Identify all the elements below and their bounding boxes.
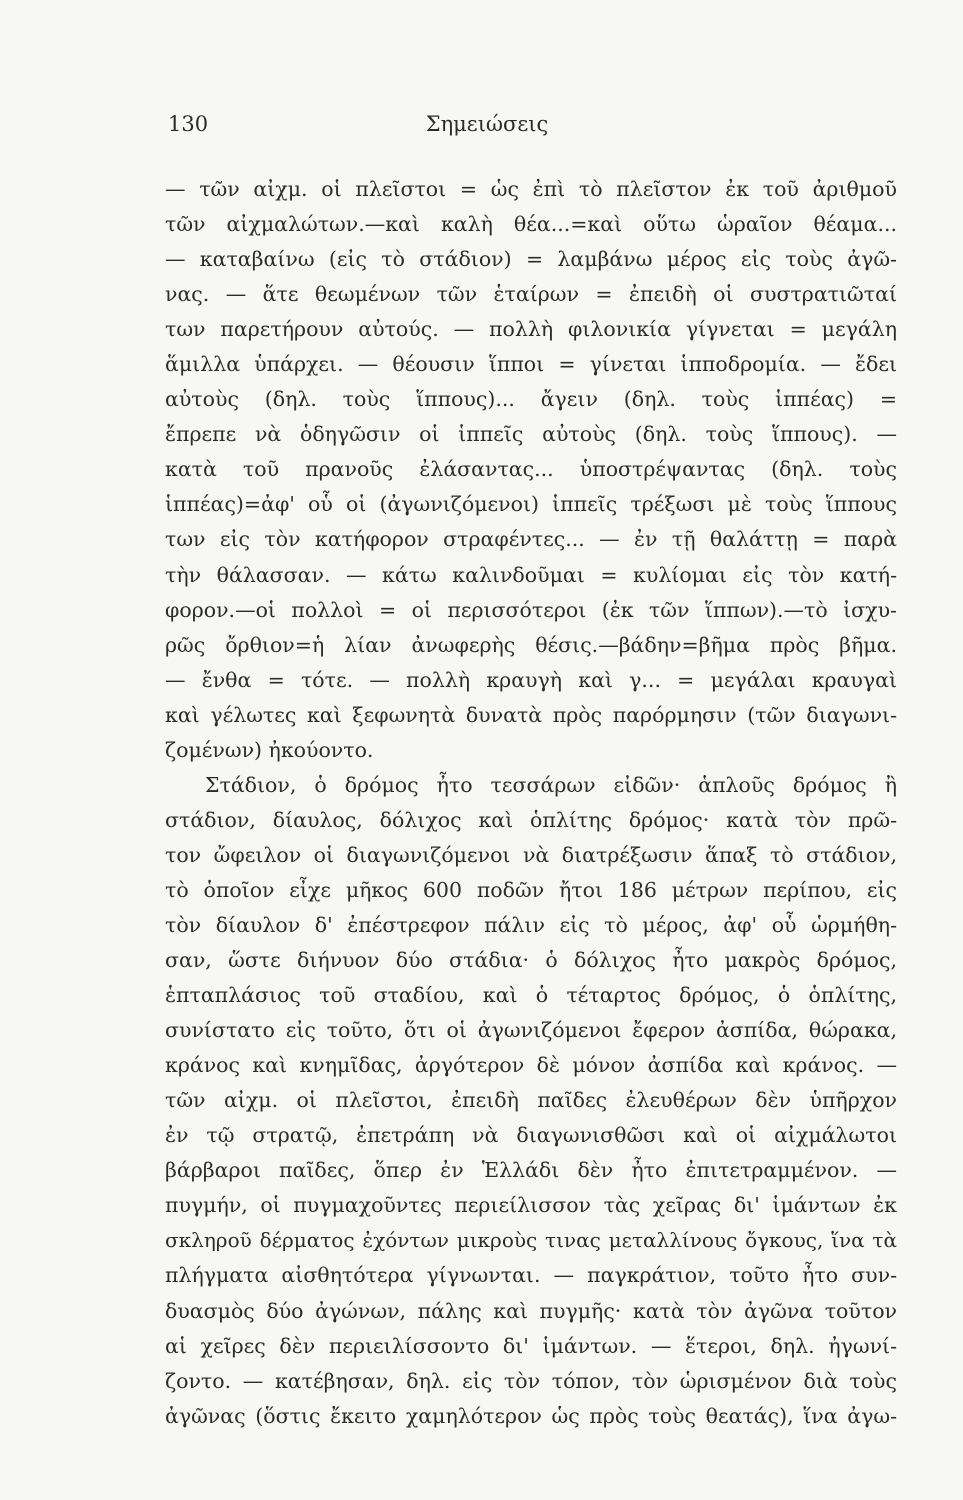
text-line: νας. — ἅτε θεωμένων τῶν ἑταίρων = ἐπειδὴ οἱ συστρατιῶταί bbox=[165, 282, 897, 307]
text-line: ζοντο. — κατέβησαν, δηλ. εἰς τὸν τόπον, τὸν ὡρισμένον διὰ τοὺς bbox=[165, 1368, 897, 1393]
page-header bbox=[168, 112, 806, 146]
running-title: Σημειώσεις bbox=[425, 112, 549, 136]
text-line: βάρβαροι παῖδες, ὅπερ ἐν Ἑλλάδι δὲν ἦτο ἐπιτετραμμένον. — bbox=[165, 1158, 897, 1183]
text-line: ζομένων) ἠκούοντο. bbox=[165, 737, 374, 762]
text-line: πλήγματα αἰσθητότερα γίγνωνται. — παγκράτιον, τοῦτο ἦτο συν- bbox=[165, 1263, 897, 1288]
text-line: σκληροῦ δέρματος ἐχόντων μικροὺς τινας μεταλλίνους ὄγκους, ἵνα τὰ bbox=[165, 1228, 897, 1253]
text-line: ἑπταπλάσιος τοῦ σταδίου, καὶ ὁ τέταρτος δρόμος, ὁ ὁπλίτης, bbox=[165, 983, 897, 1008]
text-line: τὸν δίαυλον δ' ἐπέστρεφον πάλιν εἰς τὸ μέρος, ἀφ' οὗ ὡρμήθη- bbox=[165, 912, 897, 937]
text-line: τῶν αἰχμαλώτων.—καὶ καλὴ θέα...=καὶ οὕτω ὡραῖον θέαμα... bbox=[165, 212, 897, 237]
text-line: ἀγῶνας (ὅστις ἔκειτο χαμηλότερον ὡς πρὸς τοὺς θεατάς), ἵνα ἀγω- bbox=[165, 1403, 897, 1428]
text-line: κράνος καὶ κνημῖδας, ἀργότερον δὲ μόνον ἀσπίδα καὶ κράνος. — bbox=[165, 1053, 897, 1078]
paragraph-start-line: Στάδιον, ὁ δρόμος ἦτο τεσσάρων εἰδῶν· ἁπλοῦς δρόμος ἢ bbox=[205, 772, 897, 797]
text-line: των παρετήρουν αὐτούς. — πολλὴ φιλονικία γίγνεται = μεγάλη bbox=[165, 317, 897, 342]
text-line: τον ὤφειλον οἱ διαγωνιζόμενοι νὰ διατρέξωσιν ἅπαξ τὸ στάδιον, bbox=[165, 842, 897, 867]
text-line: στάδιον, δίαυλος, δόλιχος καὶ ὁπλίτης δρόμος· κατὰ τὸν πρῶ- bbox=[165, 807, 897, 832]
text-line: ἔπρεπε νὰ ὁδηγῶσιν οἱ ἱππεῖς αὐτοὺς (δηλ. τοὺς ἵππους). — bbox=[165, 422, 897, 447]
body-text bbox=[165, 172, 897, 1434]
text-line: σαν, ὥστε διήνυον δύο στάδια· ὁ δόλιχος ἦτο μακρὸς δρόμος, bbox=[165, 948, 897, 973]
text-line: καὶ γέλωτες καὶ ξεφωνητὰ δυνατὰ πρὸς παρόρμησιν (τῶν διαγωνι- bbox=[165, 702, 897, 727]
text-line: — ἔνθα = τότε. — πολλὴ κραυγὴ καὶ γ... = μεγάλαι κραυγαὶ bbox=[165, 667, 897, 692]
text-line: φορον.—οἱ πολλοὶ = οἱ περισσότεροι (ἐκ τῶν ἵππων).—τὸ ἰσχυ- bbox=[165, 597, 897, 622]
text-line: πυγμήν, οἱ πυγμαχοῦντες περιείλισσον τὰς χεῖρας δι' ἱμάντων ἐκ bbox=[165, 1193, 897, 1218]
text-line: ἱππέας)=ἀφ' οὗ οἱ (ἀγωνιζόμενοι) ἱππεῖς τρέξωσι μὲ τοὺς ἵππους bbox=[165, 492, 897, 517]
text-line: δυασμὸς δύο ἀγώνων, πάλης καὶ πυγμῆς· κατὰ τὸν ἀγῶνα τοῦτον bbox=[165, 1298, 897, 1323]
text-line: ἅμιλλα ὑπάρχει. — θέουσιν ἵπποι = γίνεται ἱπποδρομία. — ἔδει bbox=[165, 352, 897, 377]
text-line: τὴν θάλασσαν. — κάτω καλινδοῦμαι = κυλίομαι εἰς τὸν κατή- bbox=[165, 562, 897, 587]
text-line: τὸ ὁποῖον εἶχε μῆκος 600 ποδῶν ἤτοι 186 μέτρων περίπου, εἰς bbox=[165, 877, 897, 902]
text-line: των εἰς τὸν κατήφορον στραφέντες... — ἐν τῇ θαλάττῃ = παρὰ bbox=[165, 527, 897, 552]
text-line: συνίστατο εἰς τοῦτο, ὅτι οἱ ἀγωνιζόμενοι ἔφερον ἀσπίδα, θώρακα, bbox=[165, 1018, 897, 1043]
text-line: τῶν αἰχμ. οἱ πλεῖστοι, ἐπειδὴ παῖδες ἐλευθέρων δὲν ὑπῆρχον bbox=[165, 1088, 897, 1113]
text-line: ρῶς ὄρθιον=ἡ λίαν ἀνωφερὴς θέσις.—βάδην=βῆμα πρὸς βῆμα. bbox=[165, 632, 897, 657]
page-number: 130 bbox=[168, 112, 209, 136]
text-line: αὐτοὺς (δηλ. τοὺς ἵππους)... ἄγειν (δηλ. τοὺς ἱππέας) = bbox=[165, 387, 897, 412]
text-line: — τῶν αἰχμ. οἱ πλεῖστοι = ὡς ἐπὶ τὸ πλεῖστον ἐκ τοῦ ἀριθμοῦ bbox=[165, 177, 897, 201]
text-line: ἐν τῷ στρατῷ, ἐπετράπη νὰ διαγωνισθῶσι καὶ οἱ αἰχμάλωτοι bbox=[165, 1123, 897, 1148]
text-line: — καταβαίνω (εἰς τὸ στάδιον) = λαμβάνω μέρος εἰς τοὺς ἀγῶ- bbox=[165, 247, 897, 272]
text-line: αἱ χεῖρες δὲν περιειλίσσοντο δι' ἱμάντων. — ἕτεροι, δηλ. ἠγωνί- bbox=[165, 1333, 897, 1358]
text-line: κατὰ τοῦ πρανοῦς ἐλάσαντας... ὑποστρέψαντας (δηλ. τοὺς bbox=[165, 457, 897, 482]
